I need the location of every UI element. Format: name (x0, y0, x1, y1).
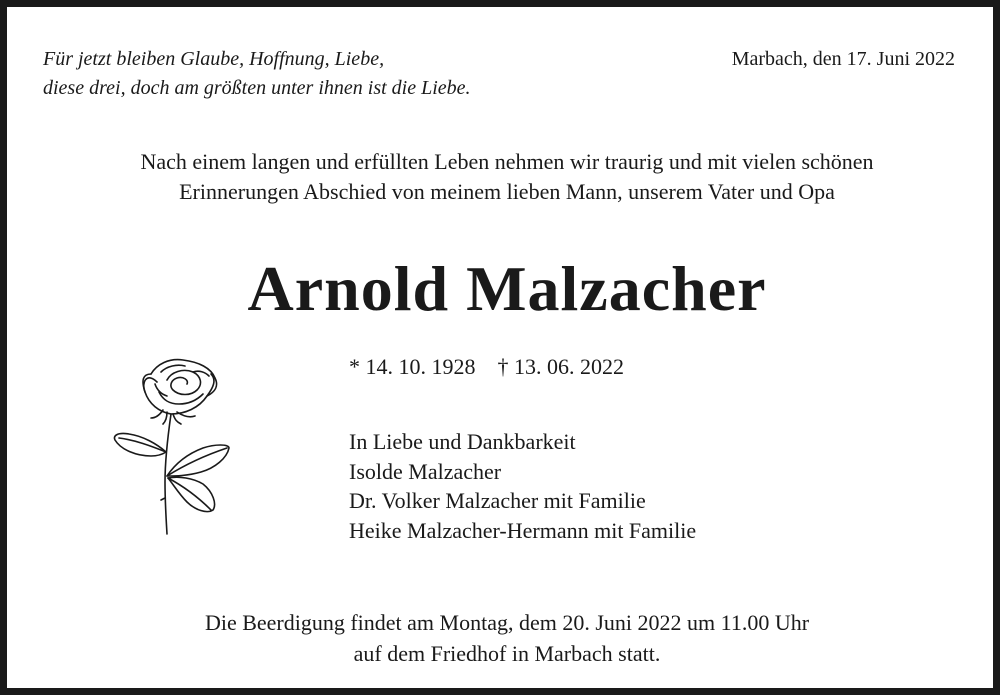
mourner-line: Heike Malzacher-Hermann mit Familie (349, 517, 697, 543)
funeral-info (7, 607, 1000, 669)
intro-line-2: Erinnerungen Abschied von meinem lieben Mann, unserem Vater und Opa (179, 179, 835, 204)
funeral-line-2: auf dem Friedhof in Marbach statt. (353, 641, 661, 666)
intro-text (7, 147, 1000, 207)
place-date: Marbach, den 17. Juni 2022 (731, 48, 955, 70)
life-dates (349, 352, 624, 382)
quote-line-2: diese drei, doch am größten unter ihnen ist die Liebe. (43, 77, 471, 99)
mourner-line: Isolde Malzacher (349, 458, 502, 484)
bible-quote (43, 45, 471, 103)
quote-line-1: Für jetzt bleiben Glaube, Hoffnung, Liebe, (43, 48, 385, 70)
mourner-line: Dr. Volker Malzacher mit Familie (349, 488, 646, 513)
mourners-list (349, 427, 696, 545)
funeral-line-1: Die Beerdigung findet am Montag, dem 20. Juni 2022 um 11.00 Uhr (204, 610, 810, 635)
deceased-name: Arnold Malzacher (247, 253, 767, 324)
mourner-line: In Liebe und Dankbarkeit (349, 429, 576, 454)
death-date: † 13. 06. 2022 (497, 354, 624, 379)
intro-line-1: Nach einem langen und erfüllten Leben nehmen wir traurig und mit vielen schönen (140, 149, 874, 174)
birth-date: * 14. 10. 1928 (349, 354, 476, 379)
rose-icon (107, 352, 237, 542)
